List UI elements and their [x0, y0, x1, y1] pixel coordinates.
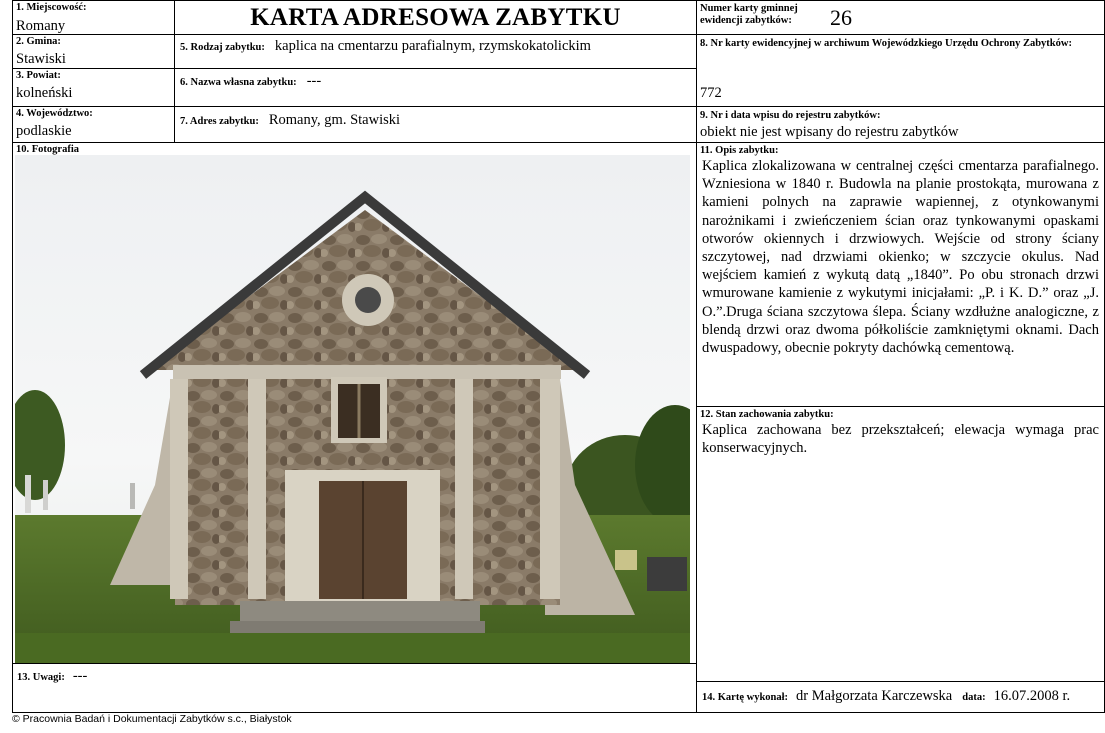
- label-nazwa: 6. Nazwa własna zabytku:: [180, 77, 297, 88]
- cell-opis: [696, 142, 1105, 407]
- cell-fotografia: [12, 142, 697, 664]
- cell-rodzaj: [174, 34, 697, 69]
- label-fotografia: 10. Fotografia: [16, 144, 79, 155]
- label-wojewodztwo: 4. Województwo:: [16, 108, 93, 119]
- label-opis: 11. Opis zabytku:: [700, 145, 779, 156]
- value-data: 16.07.2008 r.: [993, 688, 1071, 704]
- value-opis: Kaplica zlokalizowana w centralnej części cmentarza parafialnego. Wzniesiona w 1840 r. Budowla na planie prostokąta, murowana z kamieni polnych na zaprawie wapiennej, z otynkowanymi narożnikami i zwieńczeniem ścian oraz tynkowanymi opaskami otworów okiennych i drzwiowych. Wejście od strony ściany szczytowej, nad drzwiami okienko; w szczycie okulus. Nad wejściem kamień z wykutą datą „1840”. Po obu stronach drzwi wmurowane kamienie z wykutymi inicjałami: „P. i K. D.” oraz „J. O.”.Druga ściana szczytowa ślepa. Ściany wzdłużne analogiczne, z blendą drzwi oraz dwoma półkoliście zamkniętymi oknami. Dach dwuspadowy, obecnie pokryty dachówką cementową.: [702, 158, 1099, 357]
- label-numer-karty-1: Numer karty gminnej: [700, 3, 798, 14]
- value-gmina: Stawiski: [16, 51, 66, 67]
- label-gmina: 2. Gmina:: [16, 36, 61, 47]
- chapel-photo-icon: [15, 155, 690, 663]
- cell-stan: [696, 406, 1105, 682]
- label-stan: 12. Stan zachowania zabytku:: [700, 409, 834, 420]
- label-rejestr: 9. Nr i data wpisu do rejestru zabytków:: [700, 110, 881, 121]
- label-uwagi: 13. Uwagi:: [17, 672, 65, 683]
- cell-uwagi: [12, 663, 697, 713]
- label-data: data:: [962, 692, 986, 703]
- value-wojewodztwo: podlaskie: [16, 123, 72, 139]
- label-adres: 7. Adres zabytku:: [180, 116, 259, 127]
- label-nr-archiwum: 8. Nr karty ewidencyjnej w archiwum Wojewódzkiego Urzędu Ochrony Zabytków:: [700, 38, 1072, 49]
- cell-rejestr: [696, 106, 1105, 143]
- page-title: KARTA ADRESOWA ZABYTKU: [250, 4, 621, 31]
- cell-title: [174, 0, 697, 35]
- label-miejscowosc: 1. Miejscowość:: [16, 2, 87, 13]
- cell-adres: [174, 106, 697, 143]
- value-wykonal: dr Małgorzata Karczewska: [796, 688, 953, 704]
- label-numer-karty-2: ewidencji zabytków:: [700, 15, 792, 26]
- value-nazwa: ---: [306, 73, 322, 89]
- chapel-photo: [15, 155, 690, 663]
- value-nr-archiwum: 772: [700, 85, 722, 101]
- cell-wojewodztwo: [12, 106, 175, 143]
- value-rodzaj: kaplica na cmentarzu parafialnym, rzymskokatolickim: [274, 38, 591, 54]
- label-wykonal: 14. Kartę wykonał:: [702, 692, 789, 703]
- cell-numer-karty: [696, 0, 1105, 35]
- label-rodzaj: 5. Rodzaj zabytku:: [180, 42, 265, 53]
- value-stan: Kaplica zachowana bez przekształceń; elewacja wymaga prac konserwacyjnych.: [702, 422, 1099, 457]
- value-miejscowosc: Romany: [16, 18, 66, 34]
- value-numer-karty: 26: [830, 5, 852, 30]
- cell-gmina: [12, 34, 175, 69]
- label-powiat: 3. Powiat:: [16, 70, 61, 81]
- value-powiat: kolneński: [16, 85, 73, 101]
- cell-wykonal: [696, 681, 1105, 713]
- cell-nazwa: [174, 68, 697, 107]
- footer-copyright: © Pracownia Badań i Dokumentacji Zabytków s.c., Białystok: [12, 713, 292, 725]
- cell-miejscowosc: [12, 0, 175, 35]
- value-rejestr: obiekt nie jest wpisany do rejestru zabytków: [700, 124, 959, 140]
- value-adres: Romany, gm. Stawiski: [268, 112, 401, 128]
- value-uwagi: ---: [72, 668, 88, 684]
- cell-nr-archiwum: [696, 34, 1105, 107]
- cell-powiat: [12, 68, 175, 107]
